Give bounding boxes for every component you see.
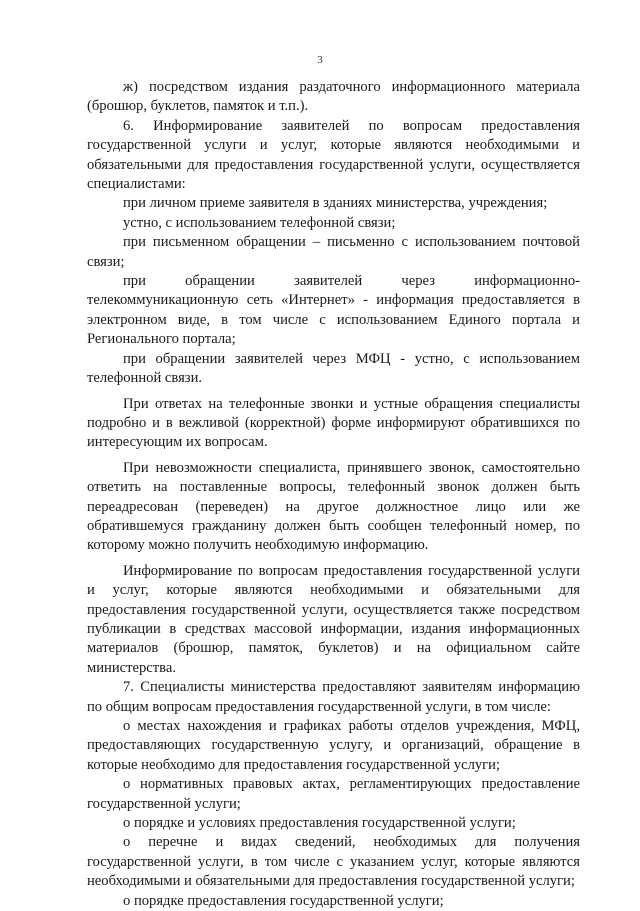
paragraph-locations: о местах нахождения и графиках работы отделов учреждения, МФЦ, предоставляющих государственную услугу, и организаций, обращение в которые необходимо для предоставления государственной услуги; [87,718,580,773]
paragraph-zh-brochures: ж) посредством издания раздаточного информационного материала (брошюр, буклетов, памяток и т.п.). [87,79,580,115]
paragraph-written: при письменном обращении – письменно с использованием почтовой связи; [87,234,580,270]
document-body [87,78,580,911]
paragraph-mfc: при обращении заявителей через МФЦ - устно, с использованием телефонной связи. [87,350,580,387]
paragraph-phone: устно, с использованием телефонной связи; [123,214,396,231]
paragraph-documents-list: о перечне и видах сведений, необходимых для получения государственной услуги, в том числе с указанием услуг, которые являются необходимыми и обязательными для предоставления государственной услуги; [87,834,580,890]
paragraph-item-6-informing: 6. Информирование заявителей по вопросам предоставления государственной услуги и услуг, которые являются необходимыми и обязательными для предоставления государственной услуги, осуществляется специалистами: [87,117,580,193]
paragraph-normative-acts: о нормативных правовых актах, регламентирующих предоставление государственной услуги; [87,776,580,812]
paragraph-personal-reception: при личном приеме заявителя в зданиях министерства, учреждения; [123,195,548,212]
paragraph-redirect: При невозможности специалиста, принявшего звонок, самостоятельно ответить на поставленные вопросы, телефонный звонок должен быть переадресован (переведен) на другое должностное лицо или же обратившемуся гражданину должен быть сообщен телефонный номер, по которому можно получить необходимую информацию. [87,459,580,554]
paragraph-publication: Информирование по вопросам предоставления государственной услуги и услуг, которые являются необходимыми и обязательными для предоставления государственной услуги, осуществляется также посредством публикации в средствах массовой информации, издания информационных материалов (брошюр, памяток, буклетов) и на официальном сайте министерства. [87,562,580,676]
paragraph-conditions: о порядке и условиях предоставления государственной услуги; [123,815,516,832]
paragraph-phone-answers: При ответах на телефонные звонки и устные обращения специалисты подробно и в вежливой (корректной) форме информируют обратившихся по интересующим их вопросам. [87,395,580,451]
paragraph-procedure: о порядке предоставления государственной услуги; [123,892,444,909]
paragraph-item-7-specialists: 7. Специалисты министерства предоставляют заявителям информацию по общим вопросам предоставления государственной услуги, в том числе: [87,679,580,715]
paragraph-internet: при обращении заявителей через информационно-телекоммуникационную сеть «Интернет» - информация предоставляется в электронном виде, в том числе с использованием Единого портала и Регионального портала; [87,273,580,348]
page-number: 3 [317,54,323,66]
